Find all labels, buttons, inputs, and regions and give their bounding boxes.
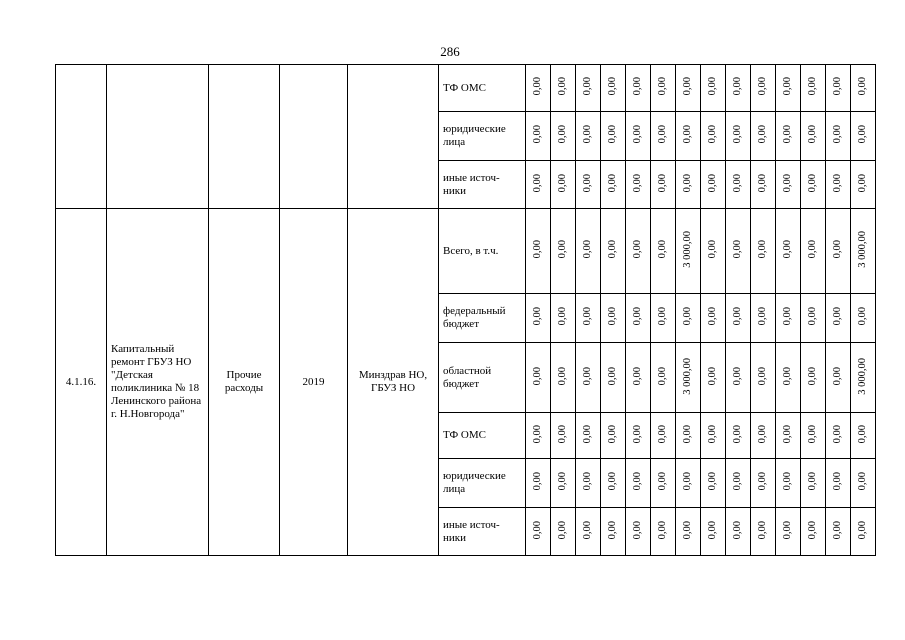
value-cell: [851, 161, 876, 209]
value-cell: [801, 209, 826, 294]
value-cell: [826, 413, 851, 459]
value-cell: [701, 294, 726, 343]
value-cell: [751, 343, 776, 413]
value-cell: [626, 161, 651, 209]
value-cell: [801, 343, 826, 413]
budget-table: [55, 64, 876, 556]
value-cell: [676, 112, 701, 161]
value-text: 0,00: [632, 520, 643, 540]
value-text: 0,00: [582, 173, 593, 193]
value-text: 0,00: [857, 520, 868, 540]
value-cell: [851, 459, 876, 508]
value-text: 0,00: [732, 77, 743, 96]
value-cell: [576, 65, 601, 112]
value-cell: [551, 508, 576, 556]
value-text: 0,00: [757, 77, 768, 96]
value-cell: [751, 459, 776, 508]
value-text: 0,00: [732, 472, 743, 491]
value-text: 0,00: [682, 472, 693, 491]
value-text: 0,00: [657, 424, 668, 444]
value-text: 0,00: [832, 307, 843, 326]
value-cell: [626, 508, 651, 556]
value-cell: [726, 112, 751, 161]
value-text: 0,00: [707, 240, 718, 259]
value-cell: [576, 112, 601, 161]
value-cell: [701, 459, 726, 508]
item-number-cell-empty: [56, 65, 107, 209]
value-cell: [826, 65, 851, 112]
value-cell: [776, 508, 801, 556]
value-cell: [576, 413, 601, 459]
value-cell: [851, 209, 876, 294]
value-cell: [576, 343, 601, 413]
value-cell: [551, 413, 576, 459]
value-text: 0,00: [607, 77, 618, 96]
value-cell: [801, 508, 826, 556]
value-text: 0,00: [632, 173, 643, 193]
value-text: 0,00: [657, 472, 668, 491]
value-cell: [651, 343, 676, 413]
value-cell: [526, 459, 551, 508]
value-cell: [551, 209, 576, 294]
value-cell: [626, 209, 651, 294]
value-text: 0,00: [632, 424, 643, 444]
value-text: 0,00: [582, 472, 593, 491]
value-text: 0,00: [807, 520, 818, 540]
value-cell: [826, 343, 851, 413]
value-cell: [651, 161, 676, 209]
value-text: 0,00: [582, 307, 593, 326]
value-text: 0,00: [607, 307, 618, 326]
value-text: 0,00: [582, 240, 593, 259]
value-cell: [726, 343, 751, 413]
value-cell: [726, 65, 751, 112]
value-text: 0,00: [782, 125, 793, 144]
value-cell: [801, 161, 826, 209]
value-text: 0,00: [557, 424, 568, 444]
value-cell: [726, 508, 751, 556]
year-cell-empty: [280, 65, 348, 209]
value-text: 3 000,00: [857, 357, 868, 395]
value-text: 0,00: [732, 424, 743, 444]
value-cell: [776, 459, 801, 508]
value-text: 0,00: [557, 77, 568, 96]
value-cell: [676, 294, 701, 343]
value-cell: [576, 459, 601, 508]
funding-source-label: федеральный бюджет: [439, 294, 526, 343]
value-cell: [601, 413, 626, 459]
value-text: 0,00: [682, 520, 693, 540]
value-cell: [576, 294, 601, 343]
value-cell: [701, 508, 726, 556]
value-cell: [626, 294, 651, 343]
value-text: 0,00: [657, 520, 668, 540]
value-cell: [651, 413, 676, 459]
value-text: 0,00: [657, 240, 668, 259]
value-cell: [776, 209, 801, 294]
value-cell: [726, 161, 751, 209]
value-text: 0,00: [832, 240, 843, 259]
value-text: 0,00: [657, 125, 668, 144]
value-text: 0,00: [582, 125, 593, 144]
value-cell: [851, 112, 876, 161]
value-cell: [701, 413, 726, 459]
value-text: 0,00: [757, 424, 768, 444]
value-cell: [801, 65, 826, 112]
value-text: 0,00: [832, 125, 843, 144]
value-cell: [801, 112, 826, 161]
value-text: 0,00: [782, 173, 793, 193]
value-text: 0,00: [682, 173, 693, 193]
value-text: 0,00: [707, 520, 718, 540]
funding-source-label: областной бюджет: [439, 343, 526, 413]
value-text: 0,00: [732, 125, 743, 144]
value-cell: [751, 508, 776, 556]
value-text: 0,00: [632, 240, 643, 259]
value-text: 0,00: [607, 366, 618, 386]
value-cell: [776, 413, 801, 459]
value-text: 0,00: [782, 472, 793, 491]
expense-type: Прочие расходы: [209, 209, 280, 556]
value-cell: [751, 294, 776, 343]
value-text: 0,00: [832, 424, 843, 444]
value-text: 0,00: [757, 472, 768, 491]
value-text: 0,00: [707, 77, 718, 96]
value-text: 0,00: [832, 520, 843, 540]
funding-source-label: ТФ ОМС: [439, 65, 526, 112]
value-cell: [751, 209, 776, 294]
value-cell: [701, 112, 726, 161]
item-number: 4.1.16.: [56, 209, 107, 556]
value-text: 0,00: [807, 472, 818, 491]
value-cell: [801, 413, 826, 459]
value-text: 0,00: [707, 173, 718, 193]
value-cell: [626, 413, 651, 459]
value-cell: [726, 209, 751, 294]
value-cell: [651, 294, 676, 343]
value-text: 0,00: [807, 366, 818, 386]
value-text: 0,00: [557, 520, 568, 540]
value-cell: [601, 209, 626, 294]
value-cell: [826, 161, 851, 209]
value-cell: [651, 112, 676, 161]
value-cell: [626, 459, 651, 508]
value-cell: [626, 65, 651, 112]
funding-source-label: иные источ-ники: [439, 161, 526, 209]
value-cell: [826, 508, 851, 556]
funding-source-label: юридические лица: [439, 459, 526, 508]
value-text: 0,00: [732, 173, 743, 193]
value-text: 0,00: [807, 173, 818, 193]
funding-source-label: юридические лица: [439, 112, 526, 161]
value-cell: [726, 294, 751, 343]
value-text: 0,00: [832, 472, 843, 491]
value-cell: [826, 112, 851, 161]
item-name: Капитальный ремонт ГБУЗ НО "Детская поликлиника № 18 Ленинского района г. Н.Новгорода": [107, 209, 209, 556]
value-cell: [851, 294, 876, 343]
value-cell: [851, 508, 876, 556]
value-text: 0,00: [782, 307, 793, 326]
value-text: 0,00: [682, 424, 693, 444]
value-text: 3 000,00: [682, 357, 693, 395]
value-cell: [526, 508, 551, 556]
value-text: 0,00: [557, 472, 568, 491]
value-text: 0,00: [757, 125, 768, 144]
value-text: 0,00: [832, 366, 843, 386]
value-cell: [526, 112, 551, 161]
budget-table-body: [56, 65, 876, 556]
value-cell: [676, 161, 701, 209]
value-cell: [776, 294, 801, 343]
value-text: 0,00: [757, 307, 768, 326]
value-text: 0,00: [532, 424, 543, 444]
value-cell: [776, 65, 801, 112]
value-cell: [551, 294, 576, 343]
value-text: 0,00: [757, 366, 768, 386]
value-cell: [701, 161, 726, 209]
value-text: 0,00: [757, 240, 768, 259]
value-cell: [651, 65, 676, 112]
item-name-cell-empty: [107, 65, 209, 209]
value-cell: [576, 161, 601, 209]
value-text: 0,00: [607, 424, 618, 444]
value-text: 0,00: [732, 520, 743, 540]
value-cell: [701, 343, 726, 413]
value-text: 0,00: [757, 520, 768, 540]
value-cell: [751, 65, 776, 112]
value-text: 0,00: [782, 424, 793, 444]
value-text: 3 000,00: [682, 231, 693, 268]
value-text: 0,00: [732, 240, 743, 259]
value-text: 0,00: [682, 125, 693, 144]
value-text: 0,00: [582, 424, 593, 444]
value-text: 0,00: [857, 173, 868, 193]
value-text: 0,00: [582, 366, 593, 386]
value-cell: [701, 209, 726, 294]
value-cell: [526, 65, 551, 112]
value-cell: [676, 413, 701, 459]
value-text: 0,00: [682, 77, 693, 96]
value-text: 0,00: [557, 173, 568, 193]
value-text: 0,00: [807, 77, 818, 96]
value-cell: [601, 459, 626, 508]
value-text: 0,00: [607, 472, 618, 491]
value-text: 3 000,00: [857, 231, 868, 268]
value-text: 0,00: [782, 520, 793, 540]
value-text: 0,00: [582, 77, 593, 96]
value-text: 0,00: [857, 77, 868, 96]
value-cell: [526, 413, 551, 459]
value-text: 0,00: [807, 307, 818, 326]
value-text: 0,00: [632, 307, 643, 326]
value-cell: [751, 413, 776, 459]
value-cell: [676, 209, 701, 294]
value-cell: [601, 112, 626, 161]
value-cell: [626, 112, 651, 161]
value-text: 0,00: [632, 77, 643, 96]
value-cell: [776, 112, 801, 161]
value-cell: [851, 65, 876, 112]
value-text: 0,00: [632, 472, 643, 491]
value-text: 0,00: [582, 520, 593, 540]
value-text: 0,00: [557, 240, 568, 259]
value-text: 0,00: [557, 366, 568, 386]
value-cell: [601, 161, 626, 209]
table-row: [56, 209, 876, 294]
value-text: 0,00: [632, 366, 643, 386]
value-cell: [826, 294, 851, 343]
value-text: 0,00: [557, 125, 568, 144]
value-text: 0,00: [807, 240, 818, 259]
value-text: 0,00: [657, 366, 668, 386]
value-text: 0,00: [832, 173, 843, 193]
value-cell: [601, 294, 626, 343]
value-text: 0,00: [782, 77, 793, 96]
page-number: 286: [440, 44, 460, 59]
value-cell: [726, 459, 751, 508]
value-cell: [601, 65, 626, 112]
item-executor: Минздрав НО, ГБУЗ НО: [348, 209, 439, 556]
value-cell: [601, 508, 626, 556]
value-cell: [576, 508, 601, 556]
value-text: 0,00: [857, 307, 868, 326]
value-cell: [851, 343, 876, 413]
value-text: 0,00: [732, 366, 743, 386]
value-cell: [551, 459, 576, 508]
value-text: 0,00: [532, 125, 543, 144]
value-text: 0,00: [707, 424, 718, 444]
value-text: 0,00: [532, 472, 543, 491]
value-cell: [551, 112, 576, 161]
value-cell: [601, 343, 626, 413]
value-text: 0,00: [532, 307, 543, 326]
value-text: 0,00: [807, 125, 818, 144]
funding-source-label: Всего, в т.ч.: [439, 209, 526, 294]
executor-cell-empty: [348, 65, 439, 209]
value-cell: [826, 209, 851, 294]
value-text: 0,00: [657, 77, 668, 96]
value-text: 0,00: [732, 307, 743, 326]
value-cell: [576, 209, 601, 294]
value-cell: [526, 209, 551, 294]
value-text: 0,00: [857, 472, 868, 491]
value-text: 0,00: [607, 173, 618, 193]
value-text: 0,00: [857, 125, 868, 144]
value-cell: [651, 508, 676, 556]
value-text: 0,00: [782, 240, 793, 259]
value-cell: [751, 112, 776, 161]
value-cell: [801, 459, 826, 508]
value-cell: [676, 459, 701, 508]
value-text: 0,00: [857, 424, 868, 444]
value-cell: [851, 413, 876, 459]
value-cell: [551, 65, 576, 112]
value-text: 0,00: [532, 240, 543, 259]
value-cell: [526, 294, 551, 343]
value-cell: [826, 459, 851, 508]
value-cell: [526, 343, 551, 413]
table-row: [56, 65, 876, 112]
value-text: 0,00: [532, 520, 543, 540]
value-text: 0,00: [807, 424, 818, 444]
funding-source-label: иные источ-ники: [439, 508, 526, 556]
value-text: 0,00: [607, 520, 618, 540]
value-cell: [676, 65, 701, 112]
value-text: 0,00: [832, 77, 843, 96]
value-cell: [676, 343, 701, 413]
value-cell: [776, 161, 801, 209]
value-text: 0,00: [657, 173, 668, 193]
value-text: 0,00: [657, 307, 668, 326]
value-text: 0,00: [707, 307, 718, 326]
value-text: 0,00: [757, 173, 768, 193]
item-year: 2019: [280, 209, 348, 556]
value-cell: [526, 161, 551, 209]
value-text: 0,00: [532, 77, 543, 96]
value-text: 0,00: [707, 366, 718, 386]
value-cell: [751, 161, 776, 209]
value-text: 0,00: [682, 307, 693, 326]
funding-source-label: ТФ ОМС: [439, 413, 526, 459]
value-text: 0,00: [532, 366, 543, 386]
value-cell: [701, 65, 726, 112]
value-text: 0,00: [532, 173, 543, 193]
value-text: 0,00: [632, 125, 643, 144]
value-text: 0,00: [782, 366, 793, 386]
value-text: 0,00: [557, 307, 568, 326]
value-cell: [776, 343, 801, 413]
value-cell: [651, 459, 676, 508]
value-text: 0,00: [707, 125, 718, 144]
value-text: 0,00: [607, 240, 618, 259]
value-cell: [726, 413, 751, 459]
value-cell: [551, 343, 576, 413]
value-cell: [676, 508, 701, 556]
value-cell: [551, 161, 576, 209]
value-cell: [651, 209, 676, 294]
value-cell: [801, 294, 826, 343]
value-text: 0,00: [607, 125, 618, 144]
value-cell: [626, 343, 651, 413]
expense-type-cell-empty: [209, 65, 280, 209]
value-text: 0,00: [707, 472, 718, 491]
